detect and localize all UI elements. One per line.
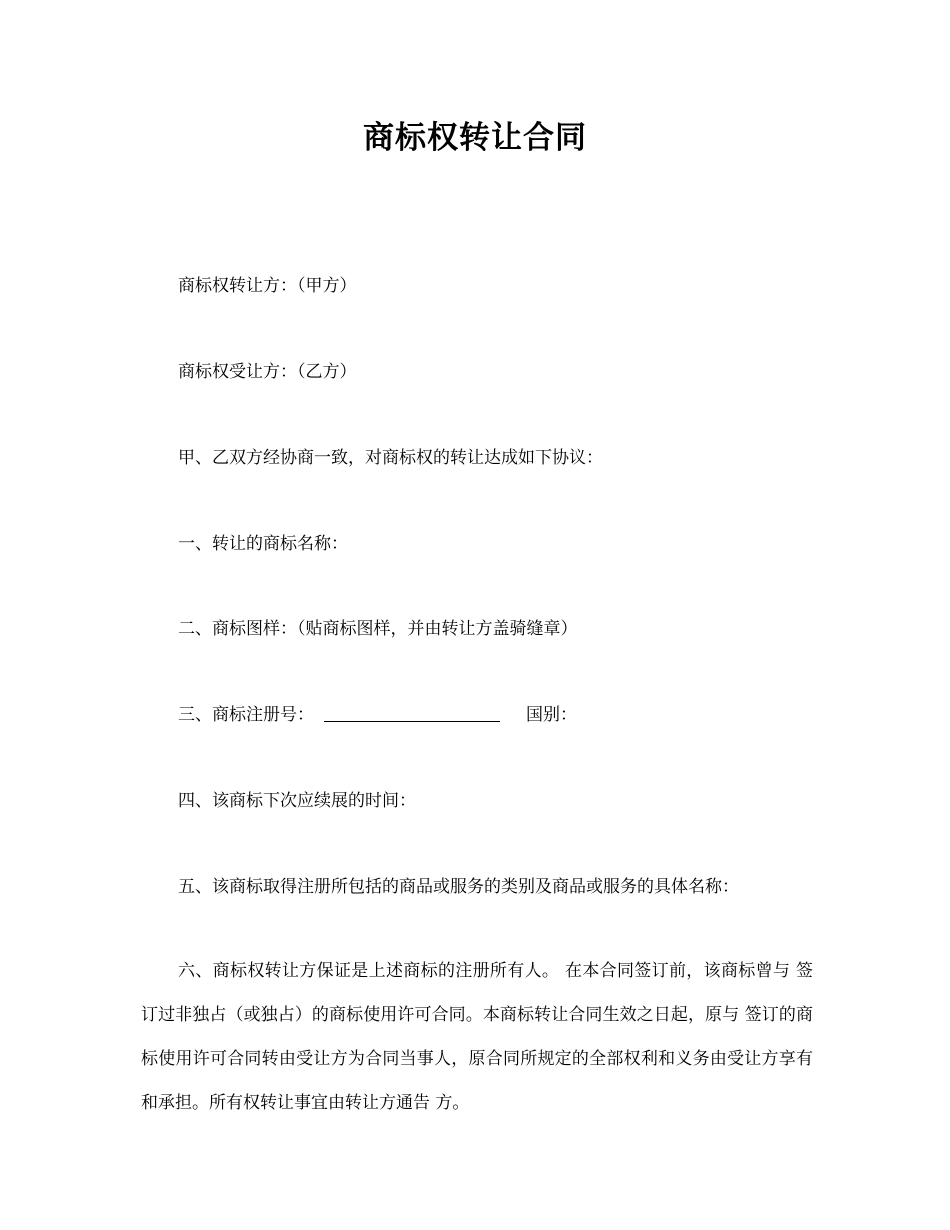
clause-4-renewal-time: 四、该商标下次应续展的时间： <box>178 791 416 811</box>
clause-5-goods-services: 五、该商标取得注册所包括的商品或服务的类别及商品或服务的具体名称： <box>178 877 739 897</box>
document-title: 商标权转让合同 <box>363 120 587 156</box>
clause-6-paragraph: 六、商标权转让方保证是上述商标的注册所有人。 在本合同签订前，该商标曾与 签订过非独占（或独占）的商标使用许可合同。本商标转让合同生效之日起，原与 签订的商标使用许可合同转由受让方为合同当事人，原合同所规定的全部权利和义务由受让方享有和承担。所有权转让事宜由转让方通告 方。 <box>141 961 813 1113</box>
preamble-line: 甲、乙双方经协商一致，对商标权的转让达成如下协议： <box>178 448 603 468</box>
transferor-line: 商标权转让方：（甲方） <box>178 276 357 296</box>
clause-2-trademark-image: 二、商标图样：（贴商标图样，并由转让方盖骑缝章） <box>178 619 578 639</box>
clause-3-registration-number <box>178 703 577 727</box>
transferee-line: 商标权受让方：（乙方） <box>178 362 357 382</box>
country-label: 国别： <box>526 705 577 725</box>
registration-number-blank <box>324 703 500 722</box>
clause-1-trademark-name: 一、转让的商标名称： <box>178 534 348 554</box>
registration-number-label: 三、商标注册号： <box>178 705 314 725</box>
